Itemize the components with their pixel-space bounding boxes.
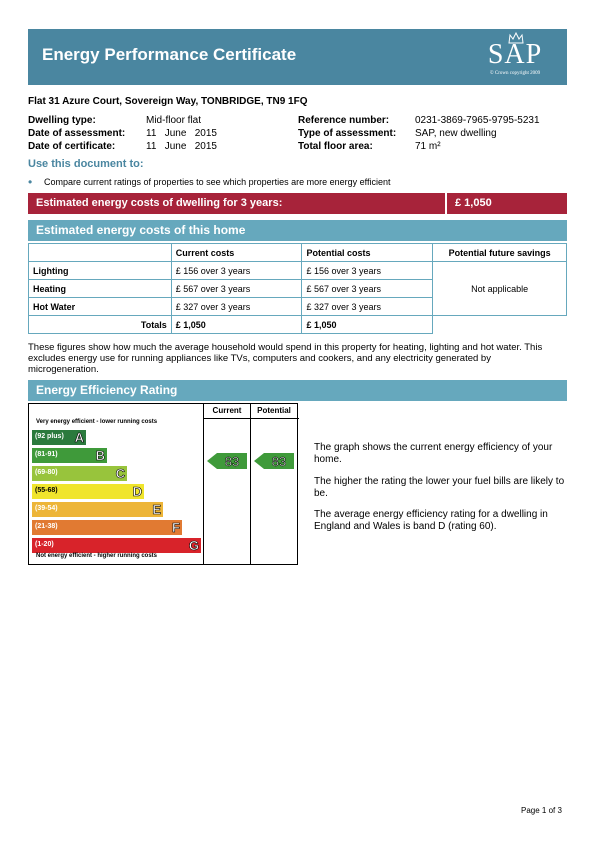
reference-number-value: 0231-3869-7965-9795-5231	[415, 115, 540, 126]
row-potential: £ 567 over 3 years	[302, 280, 433, 298]
band-letter: C	[115, 466, 125, 481]
table-header-potential: Potential costs	[302, 244, 433, 262]
reference-number-label: Reference number:	[298, 115, 390, 126]
potential-rating-arrow	[254, 453, 294, 469]
band-letter: A	[74, 430, 84, 445]
current-rating-value: 83	[224, 454, 240, 469]
table-header-savings: Potential future savings	[433, 244, 567, 262]
band-range: (1-20)	[35, 541, 54, 548]
table-header-blank	[29, 244, 172, 262]
costs-section-title: Estimated energy costs of this home	[36, 223, 246, 237]
not-efficient-label: Not energy efficient - higher running costs	[36, 553, 158, 559]
row-label: Lighting	[29, 262, 172, 280]
totals-label: Totals	[29, 316, 172, 334]
band-range: (81-91)	[35, 451, 58, 458]
table-row	[29, 262, 567, 280]
totals-blank	[433, 316, 567, 334]
row-current: £ 156 over 3 years	[171, 262, 302, 280]
current-rating-arrow	[207, 453, 247, 469]
band-letter: B	[95, 448, 105, 463]
row-label: Hot Water	[29, 298, 172, 316]
estimated-cost-value: £ 1,050	[455, 197, 492, 209]
row-potential: £ 327 over 3 years	[302, 298, 433, 316]
band-range: (92 plus)	[35, 433, 64, 440]
estimated-cost-label: Estimated energy costs of dwelling for 3 years:	[36, 197, 283, 209]
crown-copyright: © Crown copyright 2009	[489, 71, 541, 76]
table-totals-row	[29, 316, 567, 334]
table-header-row	[29, 244, 567, 262]
row-current: £ 327 over 3 years	[171, 298, 302, 316]
rating-band-e	[32, 502, 163, 517]
chart-divider	[203, 404, 204, 564]
rating-band-c	[32, 466, 127, 481]
costs-table	[28, 243, 567, 334]
band-range: (21-38)	[35, 523, 58, 530]
band-range: (55-68)	[35, 487, 58, 494]
page-title: Energy Performance Certificate	[42, 45, 297, 64]
dwelling-type-label: Dwelling type:	[28, 115, 96, 126]
rating-band-f	[32, 520, 182, 535]
cost-bar-divider	[445, 193, 447, 214]
band-letter: D	[132, 484, 142, 499]
efficiency-text-2: The higher the rating the lower your fuel bills are likely to be.	[314, 476, 565, 499]
current-column-header: Current	[212, 406, 242, 415]
costs-section-bar	[28, 220, 567, 241]
rating-band-b	[32, 448, 107, 463]
table-header-current: Current costs	[171, 244, 302, 262]
efficiency-section-title: Energy Efficiency Rating	[36, 383, 178, 397]
page-number: Page 1 of 3	[521, 806, 562, 815]
costs-note: These figures show how much the average household would spend in this property for heating, lighting and hot water. This excludes energy use for running appliances like TVs, computers and cookers, and any electricity generated by microgeneration.	[28, 342, 543, 375]
totals-potential: £ 1,050	[302, 316, 433, 334]
sap-logo-text: SAP	[487, 39, 543, 70]
assessment-date-value: 11 June 2015	[146, 128, 217, 139]
band-range: (39-54)	[35, 505, 58, 512]
assessment-date-label: Date of assessment:	[28, 128, 126, 139]
assessment-type-value: SAP, new dwelling	[415, 128, 497, 139]
potential-column-header: Potential	[257, 406, 291, 415]
very-efficient-label: Very energy efficient - lower running costs	[36, 419, 158, 425]
certificate-header	[28, 29, 567, 85]
totals-current: £ 1,050	[171, 316, 302, 334]
rating-band-d	[32, 484, 144, 499]
floor-area-label: Total floor area:	[298, 141, 373, 152]
use-document-item: Compare current ratings of properties to see which properties are more energy efficient	[44, 177, 391, 187]
potential-rating-value: 83	[271, 454, 287, 469]
efficiency-section-bar	[28, 380, 567, 401]
sap-logo	[475, 31, 555, 81]
floor-area-value: 71 m²	[415, 141, 441, 152]
certificate-date-label: Date of certificate:	[28, 141, 116, 152]
band-letter: F	[172, 520, 180, 535]
dwelling-type-value: Mid-floor flat	[146, 115, 202, 126]
row-potential: £ 156 over 3 years	[302, 262, 433, 280]
chart-divider	[250, 404, 251, 564]
efficiency-text-3: The average energy efficiency rating for a dwelling in England and Wales is band D (rating 60).	[314, 509, 548, 532]
property-address: Flat 31 Azure Court, Sovereign Way, TONBRIDGE, TN9 1FQ	[28, 96, 308, 107]
band-range: (69-80)	[35, 469, 58, 476]
rating-band-a	[32, 430, 86, 445]
future-savings: Not applicable	[433, 262, 567, 316]
chart-header-line	[203, 418, 299, 419]
certificate-date-value: 11 June 2015	[146, 141, 217, 152]
efficiency-text-1: The graph shows the current energy efficiency of your home.	[314, 442, 553, 465]
assessment-type-label: Type of assessment:	[298, 128, 397, 139]
band-letter: G	[188, 538, 199, 553]
use-document-title: Use this document to:	[28, 158, 144, 170]
rating-band-g	[32, 538, 201, 553]
band-letter: E	[152, 502, 161, 517]
efficiency-rating-chart	[28, 403, 298, 565]
estimated-cost-bar	[28, 193, 567, 214]
row-label: Heating	[29, 280, 172, 298]
row-current: £ 567 over 3 years	[171, 280, 302, 298]
bullet-icon: •	[28, 175, 33, 189]
